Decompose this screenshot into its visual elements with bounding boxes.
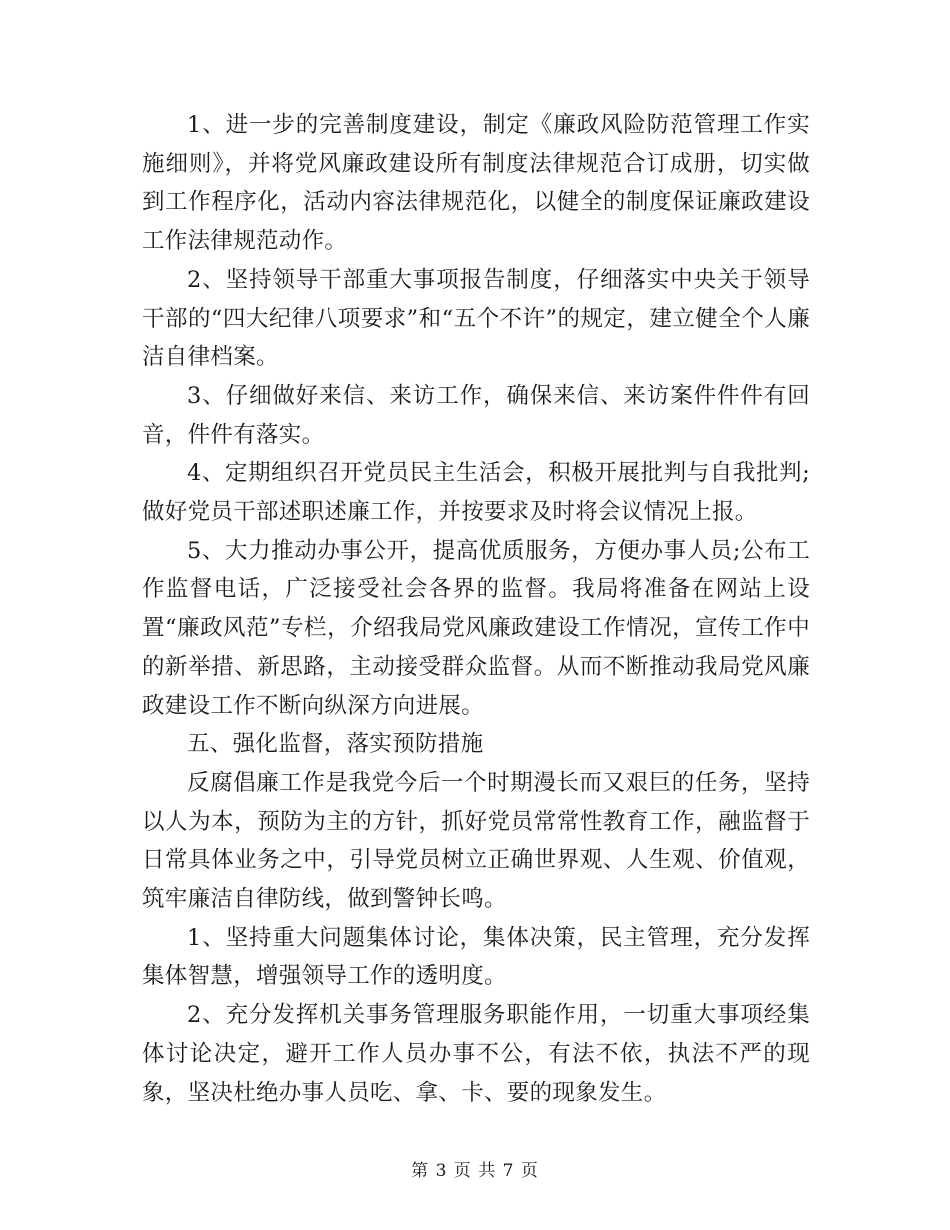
measure-item-2: 2、充分发挥机关事务管理服务职能作用，一切重大事项经集体讨论决定，避开工作人员办事不公，有法不依，执法不严的现象，坚决杜绝办事人员吃、拿、卡、要的现象发生。 — [142, 1002, 810, 1106]
paragraph-item-1: 1、进一步的完善制度建设，制定《廉政风险防范管理工作实施细则》，并将党风廉政建设所有制度法律规范合订成册，切实做到工作程序化，活动内容法律规范化，以健全的制度保证廉政建设工作法律规范动作。 — [142, 112, 810, 255]
paragraph-item-5: 5、大力推动办事公开，提高优质服务，方便办事人员;公布工作监督电话，广泛接受社会各界的监督。我局将准备在网站上设置“廉政风范”专栏，介绍我局党风廉政建设工作情况，宣传工作中的新举措、新思路，主动接受群众监督。从而不断推动我局党风廉政建设工作不断向纵深方向进展。 — [142, 537, 810, 719]
measure-item-1: 1、坚持重大问题集体讨论，集体决策，民主管理，充分发挥集体智慧，增强领导工作的透明度。 — [142, 924, 810, 990]
section-heading-5: 五、强化监督，落实预防措施 — [187, 731, 484, 758]
document-body — [142, 106, 810, 1112]
paragraph-item-2: 2、坚持领导干部重大事项报告制度，仔细落实中央关于领导干部的“四大纪律八项要求”和“五个不许”的规定，建立健全个人廉洁自律档案。 — [142, 266, 810, 371]
section-intro: 反腐倡廉工作是我党今后一个时期漫长而又艰巨的任务，坚持以人为本，预防为主的方针，抓好党员常常性教育工作，融监督于日常具体业务之中，引导党员树立正确世界观、人生观、价值观，筑牢廉洁自律防线，做到警钟长鸣。 — [142, 769, 810, 913]
paragraph-item-4: 4、定期组织召开党员民主生活会，积极开展批判与自我批判;做好党员干部述职述廉工作，并按要求及时将会议情况上报。 — [142, 460, 810, 526]
page-number-label: 第 3 页 共 7 页 — [411, 1161, 539, 1181]
paragraph-item-3: 3、仔细做好来信、来访工作，确保来信、来访案件件件有回音，件件有落实。 — [142, 382, 810, 448]
page-number-footer — [0, 1156, 950, 1181]
